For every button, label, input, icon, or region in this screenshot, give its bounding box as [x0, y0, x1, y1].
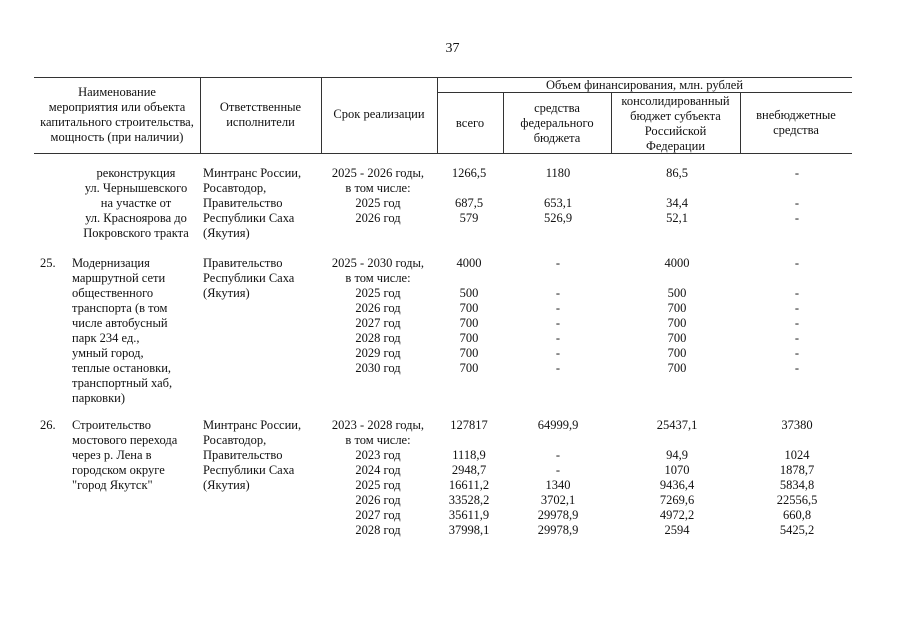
federal-value: 1180: [545, 166, 571, 180]
federal-value: -: [555, 331, 561, 345]
extrabudget-value: -: [794, 256, 800, 270]
header-name-line: мощность (при наличии): [50, 130, 184, 144]
responsible-line: Республики Саха: [203, 211, 295, 225]
period-line: 2030 год: [355, 361, 401, 375]
measure-name-line: Покровского тракта: [83, 226, 189, 240]
total-value: 35611,9: [448, 508, 490, 522]
period-line: в том числе:: [345, 271, 411, 285]
extrabudget-value: 5834,8: [779, 478, 815, 492]
measure-name-line: общественного: [72, 286, 154, 300]
measure-name-line: маршрутной сети: [72, 271, 166, 285]
extrabudget-value: 37380: [781, 418, 813, 432]
total-value: 500: [459, 286, 479, 300]
responsible-cell: [203, 256, 319, 301]
extrabudget-value: -: [794, 166, 800, 180]
regional-value: 500: [667, 286, 687, 300]
header-period-line: Срок реализации: [333, 107, 425, 121]
federal-value: 64999,9: [537, 418, 579, 432]
responsible-line: Минтранс России,: [203, 166, 302, 180]
measure-name-line: транспортный хаб,: [72, 376, 173, 390]
header-regional-line: Российской: [644, 124, 707, 138]
header-responsible-line: Ответственные: [219, 100, 302, 114]
measure-name-line: парковки): [72, 391, 126, 405]
period-line: 2023 год: [355, 448, 401, 462]
measure-name-line: умный город,: [72, 346, 144, 360]
total-value: 700: [459, 361, 479, 375]
extrabudget-value: 1024: [784, 448, 810, 462]
total-value: [438, 181, 500, 196]
regional-value: 2594: [664, 523, 690, 537]
header-total: [437, 116, 503, 131]
measure-name-line: теплые остановки,: [72, 361, 172, 375]
regional-value: [615, 433, 739, 448]
extrabudget-cell: [742, 418, 852, 538]
period-line: 2023 - 2028 годы,: [331, 418, 425, 432]
regional-value: 7269,6: [659, 493, 695, 507]
regional-value: 4972,2: [659, 508, 695, 522]
header-funding-line: Объем финансирования, млн. рублей: [545, 78, 744, 92]
federal-value: 1340: [545, 478, 571, 492]
header-name: [34, 85, 200, 145]
period-line: 2027 год: [355, 508, 401, 522]
row-number: 25.: [40, 256, 56, 270]
extrabudget-value: -: [794, 286, 800, 300]
federal-value: 526,9: [543, 211, 573, 225]
federal-value: -: [555, 448, 561, 462]
header-name-line: мероприятия или объекта: [48, 100, 186, 114]
extrabudget-value: 22556,5: [776, 493, 818, 507]
federal-value: -: [555, 301, 561, 315]
header-federal: [503, 101, 611, 146]
total-value: 127817: [450, 418, 488, 432]
extrabudget-value: -: [794, 361, 800, 375]
period-line: в том числе:: [345, 433, 411, 447]
period-line: 2024 год: [355, 463, 401, 477]
measure-name-line: "город Якутск": [72, 478, 153, 492]
measure-name: [72, 418, 200, 493]
header-regional: [611, 94, 740, 154]
total-value: 33528,2: [448, 493, 490, 507]
federal-value: -: [555, 346, 561, 360]
total-value: [438, 271, 500, 286]
regional-value: 700: [667, 361, 687, 375]
federal-value: [505, 181, 611, 196]
extrabudget-value: [742, 271, 852, 286]
measure-name-line: через р. Лена в: [72, 448, 152, 462]
period-line: 2026 год: [355, 493, 401, 507]
responsible-line: Правительство: [203, 196, 283, 210]
responsible-line: Правительство: [203, 448, 283, 462]
total-value: 1118,9: [452, 448, 486, 462]
extrabudget-value: -: [794, 346, 800, 360]
regional-value: 700: [667, 346, 687, 360]
header-total-line: всего: [455, 116, 485, 130]
header-regional-line: Федерации: [645, 139, 706, 153]
extrabudget-value: 660,8: [782, 508, 812, 522]
regional-cell: [615, 418, 739, 538]
regional-value: 9436,4: [659, 478, 695, 492]
total-cell: [438, 166, 500, 226]
regional-cell: [615, 166, 739, 226]
responsible-line: Росавтодор,: [203, 181, 267, 195]
measure-name-line: мостового перехода: [72, 433, 178, 447]
header-regional-line: бюджет субъекта: [630, 109, 721, 123]
period-cell: [322, 166, 434, 226]
total-cell: [438, 256, 500, 376]
measure-name-line: на участке от: [100, 196, 172, 210]
total-value: 700: [459, 331, 479, 345]
period-line: 2025 год: [355, 196, 401, 210]
regional-value: 700: [667, 301, 687, 315]
measure-name-line: парк 234 ед.,: [72, 331, 140, 345]
header-responsible: [200, 100, 321, 130]
period-line: 2026 год: [355, 211, 401, 225]
extrabudget-value: -: [794, 211, 800, 225]
federal-value: 29978,9: [537, 523, 579, 537]
total-value: 700: [459, 346, 479, 360]
extrabudget-value: [742, 433, 852, 448]
regional-value: [615, 181, 739, 196]
federal-value: 3702,1: [540, 493, 576, 507]
regional-value: 700: [667, 316, 687, 330]
extrabudget-value: -: [794, 196, 800, 210]
measure-name-line: транспорта (в том: [72, 301, 168, 315]
responsible-line: Минтранс России,: [203, 418, 302, 432]
header-funding: [437, 78, 852, 93]
regional-value: [615, 271, 739, 286]
federal-value: [505, 433, 611, 448]
responsible-line: Правительство: [203, 256, 283, 270]
period-line: 2025 год: [355, 286, 401, 300]
header-name-line: Наименование: [78, 85, 156, 99]
header-extrabudget-line: средства: [773, 123, 819, 137]
header-federal-line: бюджета: [533, 131, 581, 145]
regional-value: 700: [667, 331, 687, 345]
header-federal-line: федерального: [520, 116, 594, 130]
period-line: 2029 год: [355, 346, 401, 360]
header-extrabudget-line: внебюджетные: [756, 108, 836, 122]
period-line: 2025 - 2030 годы,: [331, 256, 425, 270]
measure-name-line: городском округе: [72, 463, 165, 477]
period-line: 2025 - 2026 годы,: [331, 166, 425, 180]
period-line: 2028 год: [355, 331, 401, 345]
federal-value: -: [555, 316, 561, 330]
federal-value: -: [555, 361, 561, 375]
extrabudget-value: 5425,2: [779, 523, 815, 537]
regional-value: 34,4: [666, 196, 688, 210]
total-value: 579: [459, 211, 479, 225]
header-name-line: капитального строительства,: [40, 115, 194, 129]
measure-name-line: ул. Чернышевского: [84, 181, 188, 195]
extrabudget-cell: [742, 166, 852, 226]
regional-value: 25437,1: [656, 418, 698, 432]
measure-name-line: числе автобусный: [72, 316, 168, 330]
period-line: в том числе:: [345, 181, 411, 195]
responsible-cell: [203, 418, 319, 493]
regional-value: 1070: [664, 463, 690, 477]
responsible-line: Росавтодор,: [203, 433, 267, 447]
federal-value: 653,1: [543, 196, 573, 210]
federal-value: 29978,9: [537, 508, 579, 522]
period-cell: [322, 256, 434, 376]
row-number: 26.: [40, 418, 56, 432]
header-federal-line: средства: [534, 101, 580, 115]
regional-value: 4000: [664, 256, 690, 270]
federal-cell: [505, 166, 611, 226]
header-extrabudget: [740, 108, 852, 138]
federal-value: [505, 271, 611, 286]
measure-name: [72, 256, 200, 406]
federal-value: -: [555, 286, 561, 300]
extrabudget-value: -: [794, 331, 800, 345]
responsible-line: (Якутия): [203, 226, 250, 240]
period-line: 2025 год: [355, 478, 401, 492]
total-value: 700: [459, 301, 479, 315]
total-value: 700: [459, 316, 479, 330]
period-line: 2026 год: [355, 301, 401, 315]
total-value: 687,5: [454, 196, 484, 210]
responsible-line: (Якутия): [203, 478, 250, 492]
measure-name: [72, 166, 200, 241]
regional-value: 86,5: [666, 166, 688, 180]
extrabudget-cell: [742, 256, 852, 376]
responsible-line: (Якутия): [203, 286, 250, 300]
regional-value: 94,9: [666, 448, 688, 462]
total-value: 16611,2: [448, 478, 490, 492]
period-line: 2028 год: [355, 523, 401, 537]
regional-value: 52,1: [666, 211, 688, 225]
federal-value: -: [555, 463, 561, 477]
total-value: 37998,1: [448, 523, 490, 537]
extrabudget-value: -: [794, 316, 800, 330]
measure-name-line: Строительство: [72, 418, 152, 432]
total-value: 1266,5: [451, 166, 487, 180]
total-value: 2948,7: [451, 463, 487, 477]
total-cell: [438, 418, 500, 538]
header-responsible-line: исполнители: [226, 115, 295, 129]
page-number: 37: [445, 41, 460, 56]
header-regional-line: консолидированный: [621, 94, 730, 108]
federal-cell: [505, 256, 611, 376]
extrabudget-value: [742, 181, 852, 196]
extrabudget-value: -: [794, 301, 800, 315]
responsible-line: Республики Саха: [203, 271, 295, 285]
measure-name-line: реконструкция: [96, 166, 176, 180]
header-period: [321, 107, 437, 122]
extrabudget-value: 1878,7: [779, 463, 815, 477]
federal-cell: [505, 418, 611, 538]
responsible-line: Республики Саха: [203, 463, 295, 477]
total-value: 4000: [456, 256, 482, 270]
period-line: 2027 год: [355, 316, 401, 330]
responsible-cell: [203, 166, 319, 241]
federal-value: -: [555, 256, 561, 270]
measure-name-line: ул. Красноярова до: [85, 211, 187, 225]
total-value: [438, 433, 500, 448]
regional-cell: [615, 256, 739, 376]
measure-name-line: Модернизация: [72, 256, 150, 270]
period-cell: [322, 418, 434, 538]
